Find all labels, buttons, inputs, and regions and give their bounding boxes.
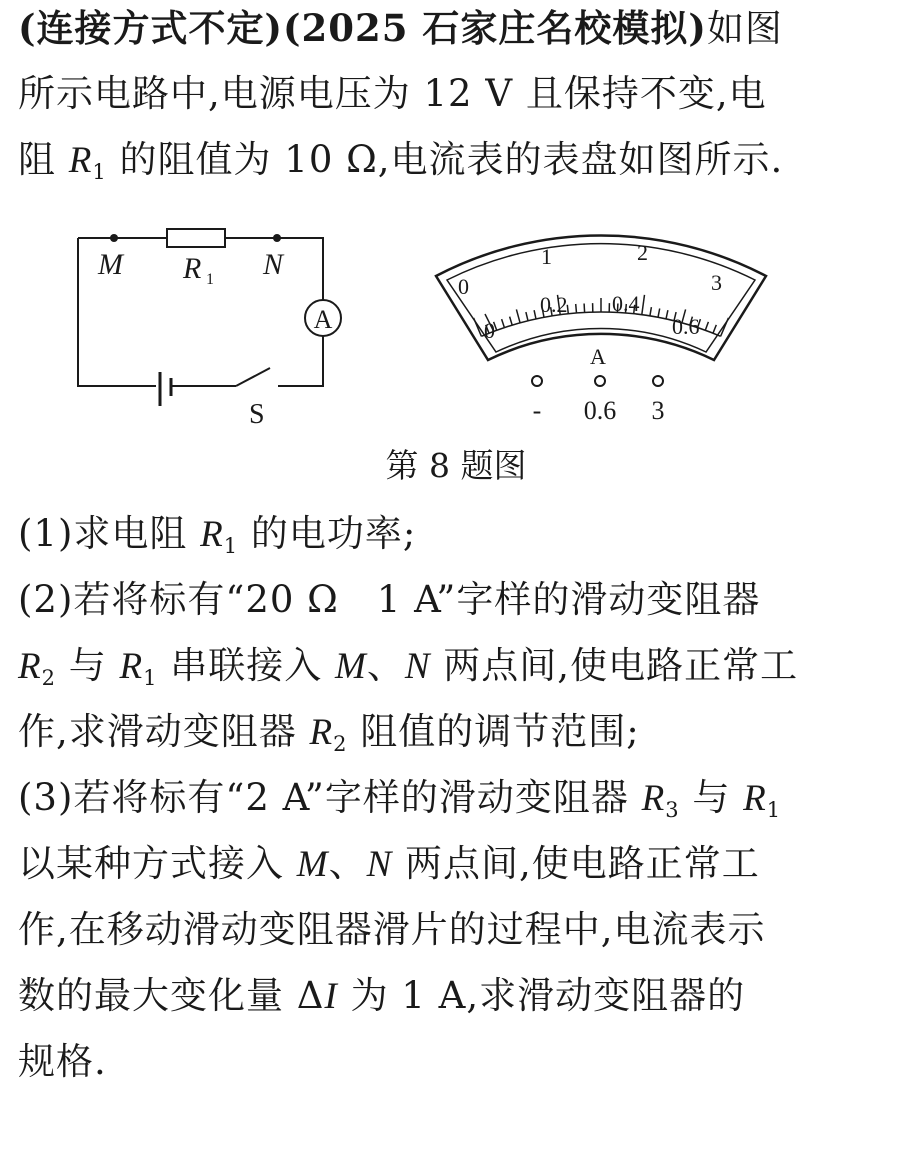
q2-and: 与 xyxy=(55,644,120,687)
q2-line3-end: 阻值的调节范围; xyxy=(347,710,640,753)
q3-r1-subscript: 1 xyxy=(766,798,782,822)
label-r1-sub: 1 xyxy=(206,271,214,288)
q2-r2-symbol: R xyxy=(18,646,42,687)
label-n: N xyxy=(263,248,284,281)
question-3-line-1 xyxy=(18,776,781,821)
q3-current-symbol: I xyxy=(324,976,338,1017)
question-3-line-3: 作,在移动滑动变阻器滑片的过程中,电流表示 xyxy=(18,908,766,951)
scale-tick xyxy=(474,318,482,336)
q2-r2-subscript: 2 xyxy=(41,666,56,690)
q2-r1-symbol: R xyxy=(119,646,144,687)
source-open: ( xyxy=(283,6,302,50)
q3-line4-end: 为 1 A,求滑动变阻器的 xyxy=(337,974,746,1017)
scale-tick xyxy=(584,304,585,313)
top-scale-3: 3 xyxy=(711,270,722,295)
line1-tail: 如图 xyxy=(706,7,783,50)
question-3-line-4 xyxy=(18,974,745,1019)
q3-line4-start: 数的最大变化量 Δ xyxy=(18,974,325,1017)
question-2-line-3 xyxy=(18,710,640,755)
source-close: ) xyxy=(688,6,707,50)
q2-series: 串联接入 xyxy=(157,644,336,687)
problem-tag: 连接方式不定 xyxy=(36,6,265,50)
problem-line-1 xyxy=(18,6,783,51)
q1-r1-symbol: R xyxy=(200,514,224,555)
label-r1: R xyxy=(183,252,202,285)
switch-blade xyxy=(236,368,270,386)
scale-tick xyxy=(713,325,716,333)
q3-n-symbol: N xyxy=(366,844,393,885)
node-n xyxy=(273,234,281,242)
terminal-label-3: 3 xyxy=(651,396,665,425)
figure xyxy=(0,210,912,446)
q2-line3-r2-subscript: 2 xyxy=(333,732,348,756)
scale-tick xyxy=(705,322,708,330)
resistor-r1 xyxy=(167,229,225,247)
top-scale-2: 2 xyxy=(637,240,648,265)
scale-tick xyxy=(650,307,652,316)
meter-unit: A xyxy=(590,344,606,369)
question-3-line-2 xyxy=(18,842,760,887)
ammeter-letter: A xyxy=(313,305,333,334)
q2-n-symbol: N xyxy=(404,646,431,687)
r1-subscript: 1 xyxy=(92,160,107,184)
problem-line-3 xyxy=(18,138,783,183)
top-scale-1: 1 xyxy=(541,244,552,269)
wire-switch-right xyxy=(278,336,323,386)
q1-r1-subscript: 1 xyxy=(223,534,239,558)
bottom-scale-0: 0 xyxy=(484,318,495,343)
scale-tick xyxy=(576,304,577,313)
line3-start: 阻 xyxy=(18,138,69,181)
q3-r3-symbol: R xyxy=(641,778,666,819)
scale-tick xyxy=(666,310,668,319)
bottom-scale-2: 0.4 xyxy=(612,291,640,316)
q2-separator: 、 xyxy=(366,644,405,687)
terminal-3-icon xyxy=(653,376,663,386)
figure-caption: 第 8 题图 xyxy=(385,446,527,485)
q1-end: 的电功率; xyxy=(238,512,417,555)
q2-r1-subscript: 1 xyxy=(143,666,158,690)
q3-separator: 、 xyxy=(328,842,367,885)
line3-end: 的阻值为 10 Ω,电流表的表盘如图所示. xyxy=(106,138,784,181)
scale-tick xyxy=(642,295,645,315)
question-2-line-2 xyxy=(18,644,798,689)
q2-line3-start: 作,求滑动变阻器 xyxy=(18,710,310,753)
q3-r1-symbol: R xyxy=(743,778,767,819)
top-scale-0: 0 xyxy=(458,274,469,299)
q3-line1-start: (3)若将标有“2 A”字样的滑动变阻器 xyxy=(18,776,642,819)
tag-open: ( xyxy=(18,6,37,50)
q2-line3-r2-symbol: R xyxy=(309,712,334,753)
scale-tick xyxy=(658,309,660,318)
scale-tick xyxy=(516,309,520,323)
label-m: M xyxy=(98,248,123,281)
tag-close: ) xyxy=(264,6,284,50)
scale-tick xyxy=(721,318,729,336)
q2-line2-end: 两点间,使电路正常工 xyxy=(430,644,799,687)
scale-tick xyxy=(502,319,505,328)
scale-tick xyxy=(510,317,513,326)
node-m xyxy=(110,234,118,242)
problem-source: 2025 石家庄名校模拟 xyxy=(301,6,689,50)
terminal-negative-icon xyxy=(532,376,542,386)
scale-tick xyxy=(526,312,528,321)
bottom-scale-1: 0.2 xyxy=(540,292,568,317)
terminal-label-negative: - xyxy=(532,396,542,425)
terminal-label-0-6: 0.6 xyxy=(583,396,617,425)
terminal-0-6-icon xyxy=(595,376,605,386)
q1-start: (1)求电阻 xyxy=(18,512,201,555)
question-2-line-1: (2)若将标有“20 Ω 1 A”字样的滑动变阻器 xyxy=(18,578,761,621)
label-switch: S xyxy=(249,399,265,430)
question-1 xyxy=(18,512,416,557)
problem-line-2: 所示电路中,电源电压为 12 V 且保持不变,电 xyxy=(18,72,767,115)
q3-r3-subscript: 3 xyxy=(665,798,680,822)
q3-and: 与 xyxy=(679,776,744,819)
q2-m-symbol: M xyxy=(335,646,367,687)
bottom-scale-3: 0.6 xyxy=(672,314,700,339)
q3-m-symbol: M xyxy=(296,844,329,885)
q3-line2-start: 以某种方式接入 xyxy=(18,842,297,885)
question-3-line-5: 规格. xyxy=(18,1040,107,1083)
scale-tick xyxy=(534,310,536,319)
q3-line2-end: 两点间,使电路正常工 xyxy=(392,842,760,885)
r1-symbol: R xyxy=(68,140,93,181)
